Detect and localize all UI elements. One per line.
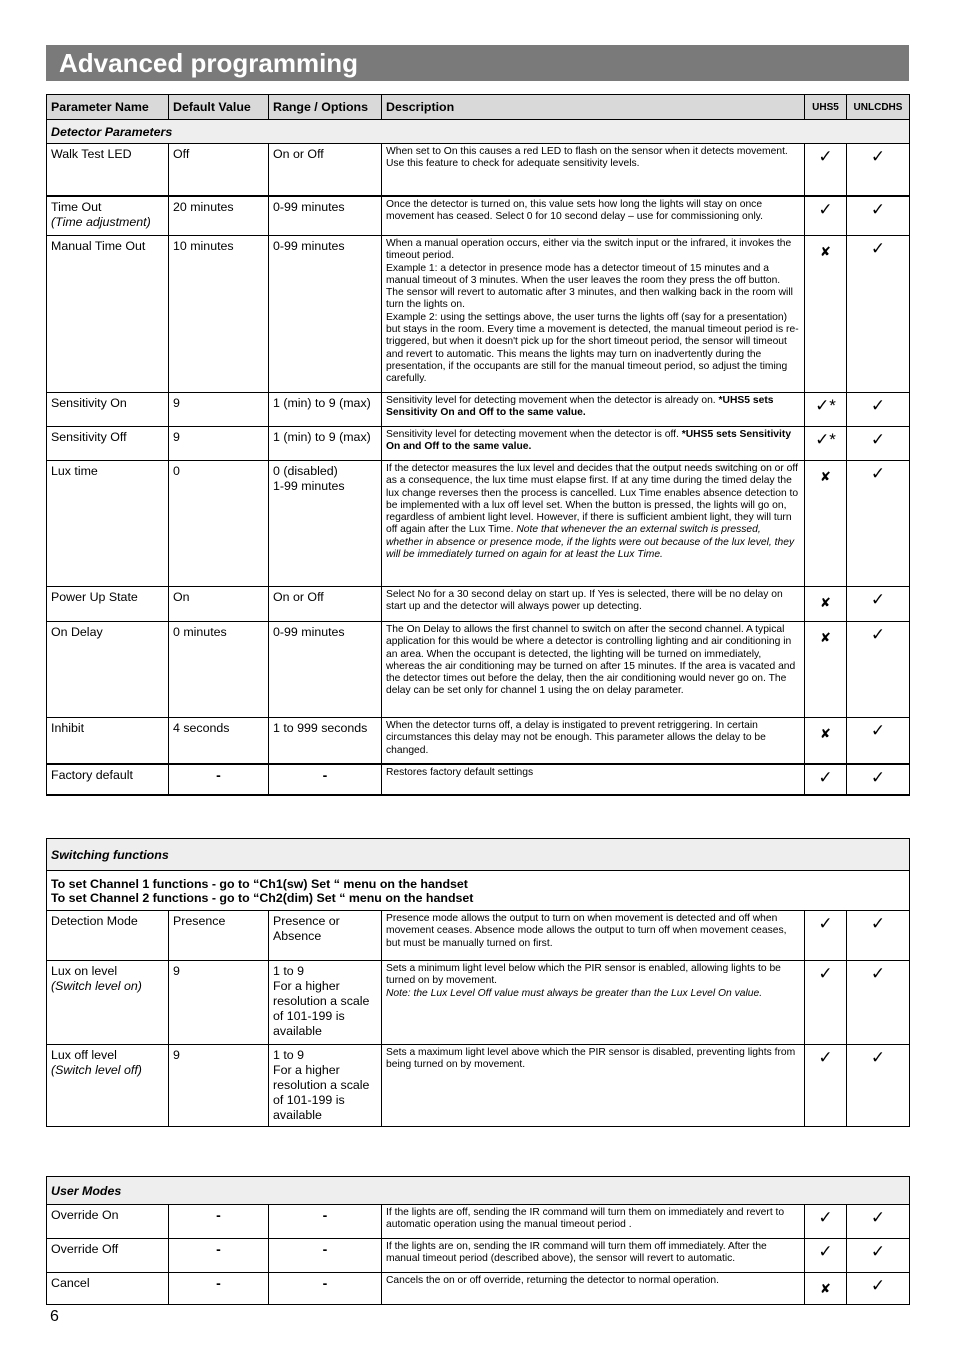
cross-icon: ✘ <box>805 461 847 587</box>
param-name-text: Lux off level <box>51 1048 117 1062</box>
range-options <box>269 1045 382 1127</box>
table-row <box>47 718 910 764</box>
check-icon: ✓ <box>847 718 910 764</box>
default-value: 10 minutes <box>169 236 269 393</box>
table-row <box>47 144 910 196</box>
range-options: Presence or Absence <box>269 911 382 961</box>
default-value: 9 <box>169 393 269 427</box>
description: When set to On this causes a red LED to flash on the sensor when it detects movement. Use this feature to check for adequate sensitivity levels. <box>382 144 805 196</box>
table-row <box>47 911 910 961</box>
description: Cancels the on or off override, returning the detector to normal operation. <box>382 1273 805 1305</box>
range-options: - <box>269 1273 382 1305</box>
description-text: When a manual operation occurs, either via the switch input or the infrared, it invokes the timeout period. <box>386 238 792 262</box>
description: When the detector turns off, a delay is instigated to prevent retriggering. In certain circumstances this delay may not be enough. This parameter allows the delay to be changed. <box>382 718 805 764</box>
check-star-icon: ✓* <box>805 393 847 427</box>
table-row <box>47 1273 910 1305</box>
check-icon: ✓ <box>847 1239 910 1273</box>
param-name: Inhibit <box>47 718 169 764</box>
header-description: Description <box>382 95 805 120</box>
check-icon: ✓ <box>805 961 847 1045</box>
range-line-2: For a higher resolution a scale of 101-199 is available <box>273 979 370 1038</box>
channel-instructions <box>47 871 910 911</box>
default-value: 9 <box>169 427 269 461</box>
default-value: 20 minutes <box>169 196 269 236</box>
info-row <box>47 871 910 911</box>
param-subtitle: (Switch level on) <box>51 979 142 993</box>
description-text: Sensitivity level for detecting movement when the detector is already on. <box>386 395 716 406</box>
default-value: On <box>169 587 269 622</box>
default-value: - <box>169 1239 269 1273</box>
default-value: 9 <box>169 1045 269 1127</box>
param-name: Manual Time Out <box>47 236 169 393</box>
param-name: Cancel <box>47 1273 169 1305</box>
default-value: 0 <box>169 461 269 587</box>
check-icon: ✓ <box>847 961 910 1045</box>
range-options: 0-99 minutes <box>269 196 382 236</box>
check-icon: ✓ <box>805 196 847 236</box>
page-title: Advanced programming <box>46 45 909 81</box>
default-value: 9 <box>169 961 269 1045</box>
table-row <box>47 961 910 1045</box>
param-name <box>47 1045 169 1127</box>
check-icon: ✓ <box>847 911 910 961</box>
check-icon: ✓ <box>847 393 910 427</box>
table-row <box>47 1239 910 1273</box>
default-value: Presence <box>169 911 269 961</box>
range-options: 1 (min) to 9 (max) <box>269 427 382 461</box>
default-value: - <box>169 1273 269 1305</box>
header-parameter-name: Parameter Name <box>47 95 169 120</box>
check-icon: ✓ <box>847 427 910 461</box>
default-value: Off <box>169 144 269 196</box>
param-name: Sensitivity On <box>47 393 169 427</box>
description-note: Note: the Lux Level Off value must always be greater than the Lux Level On value. <box>386 987 763 999</box>
header-default-value: Default Value <box>169 95 269 120</box>
range-options: 0-99 minutes <box>269 236 382 393</box>
check-icon: ✓ <box>805 764 847 795</box>
check-icon: ✓ <box>847 1205 910 1239</box>
check-icon: ✓ <box>847 1045 910 1127</box>
param-name: Sensitivity Off <box>47 427 169 461</box>
param-name-text: Lux on level <box>51 964 118 978</box>
description <box>382 236 805 393</box>
param-name: Walk Test LED <box>47 144 169 196</box>
check-star-icon: ✓* <box>805 427 847 461</box>
range-options: On or Off <box>269 144 382 196</box>
check-icon: ✓ <box>847 764 910 795</box>
param-name <box>47 196 169 236</box>
description: Restores factory default settings <box>382 764 805 795</box>
section-detector-parameters: Detector Parameters <box>47 120 910 144</box>
switching-functions-table <box>46 838 910 1127</box>
check-icon: ✓ <box>847 587 910 622</box>
channel-1-instruction: To set Channel 1 functions - go to “Ch1(sw) Set “ menu on the handset <box>51 877 468 891</box>
page-number: 6 <box>50 1308 59 1325</box>
cross-icon: ✘ <box>805 622 847 718</box>
description <box>382 961 805 1045</box>
table-row <box>47 236 910 393</box>
check-icon: ✓ <box>847 144 910 196</box>
range-line-2: For a higher resolution a scale of 101-199 is available <box>273 1063 370 1122</box>
default-value: 4 seconds <box>169 718 269 764</box>
description-text: Sets a minimum light level below which the PIR sensor is enabled, allowing lights to be turned on by movement. <box>386 963 781 987</box>
description: Select No for a 30 second delay on start up. If Yes is selected, there will be no delay on start up and the detector will always power up detecting. <box>382 587 805 622</box>
table-row <box>47 1205 910 1239</box>
cross-icon: ✘ <box>805 236 847 393</box>
description-text: If the detector measures the lux level and decides that the output needs switching on or off as a consequence, the lux time must elapse first. If at any time during the timed delay the lux change reverses then the process is cancelled. Lux Time enables absence detection to be implemented with a lux off level set. When the button is pressed, the lights will go on, regardless of ambient light level. However, if there is sufficient ambient light, they will turn off again after the Lux Time. <box>386 463 799 536</box>
table-row <box>47 196 910 236</box>
description: Sets a maximum light level above which the PIR sensor is disabled, preventing lights from being turned on by movement. <box>382 1045 805 1127</box>
param-name: Override On <box>47 1205 169 1239</box>
check-icon: ✓ <box>847 196 910 236</box>
table-header-row <box>47 95 910 120</box>
description: If the lights are on, sending the IR command will turn them off immediately. After the manual timeout period (described above), the sensor will revert to automatic. <box>382 1239 805 1273</box>
check-icon: ✓ <box>847 461 910 587</box>
description <box>382 427 805 461</box>
range-options: 1 (min) to 9 (max) <box>269 393 382 427</box>
table-row <box>47 622 910 718</box>
description: Presence mode allows the output to turn on when movement is detected and off when movement ceases. Absence mode allows the output to turn off when movement ceases, but must be manually turned on first. <box>382 911 805 961</box>
param-name: Override Off <box>47 1239 169 1273</box>
section-switching-functions: Switching functions <box>47 839 910 871</box>
param-name: On Delay <box>47 622 169 718</box>
table-row <box>47 427 910 461</box>
table-row <box>47 393 910 427</box>
table-row <box>47 461 910 587</box>
description-example-2: Example 2: using the settings above, the user turns the lights off (say for a presentation) but stays in the room. Every time a movement is detected, the manual timeout period is re-triggered, but when it doesn't pick up for the short timeout period, the sensor will timeout and revert to automatic. This means the lights may turn on inadvertently during the presentation, if the occupants are still for the manual timeout period, so adjust the timing carefully. <box>386 311 799 385</box>
check-icon: ✓ <box>847 1273 910 1305</box>
description-note: *UHS5 sets Sensitivity On and Off to the same value. <box>386 395 774 419</box>
check-icon: ✓ <box>805 911 847 961</box>
param-name: Lux time <box>47 461 169 587</box>
check-icon: ✓ <box>805 1205 847 1239</box>
range-options: - <box>269 1205 382 1239</box>
description <box>382 393 805 427</box>
range-line-1: 0 (disabled) <box>273 464 338 478</box>
check-icon: ✓ <box>847 236 910 393</box>
range-options: On or Off <box>269 587 382 622</box>
channel-2-instruction: To set Channel 2 functions - go to “Ch2(dim) Set “ menu on the handset <box>51 891 474 905</box>
check-icon: ✓ <box>805 1239 847 1273</box>
cross-icon: ✘ <box>805 587 847 622</box>
header-unlcdhs: UNLCDHS <box>847 95 910 120</box>
description: Once the detector is turned on, this value sets how long the lights will stay on once movement has ceased. Select 0 for 10 second delay – use for commissioning only. <box>382 196 805 236</box>
description-text: Sensitivity level for detecting movement when the detector is off. <box>386 429 679 440</box>
header-range-options: Range / Options <box>269 95 382 120</box>
range-line-1: 1 to 9 <box>273 964 305 978</box>
param-name: Factory default <box>47 764 169 795</box>
cross-icon: ✘ <box>805 1273 847 1305</box>
cross-icon: ✘ <box>805 718 847 764</box>
header-uhs5: UHS5 <box>805 95 847 120</box>
param-subtitle: (Switch level off) <box>51 1063 142 1077</box>
table-row <box>47 587 910 622</box>
range-options <box>269 961 382 1045</box>
section-row <box>47 839 910 871</box>
default-value: 0 minutes <box>169 622 269 718</box>
description-note: Note that whenever the an external switch is pressed, whether in absence or presence mode, if the lights were out because of the lux level, they will be immediately turned on again for at least the Lux Time. <box>386 524 795 561</box>
description: If the lights are off, sending the IR command will turn them on immediately and revert to automatic operation using the manual timeout period . <box>382 1205 805 1239</box>
range-options: 0-99 minutes <box>269 622 382 718</box>
default-value: - <box>169 1205 269 1239</box>
section-row <box>47 120 910 144</box>
section-row <box>47 1177 910 1205</box>
user-modes-table <box>46 1176 910 1305</box>
param-subtitle: (Time adjustment) <box>51 214 151 229</box>
table-row <box>47 1045 910 1127</box>
section-user-modes: User Modes <box>47 1177 910 1205</box>
check-icon: ✓ <box>805 144 847 196</box>
range-options <box>269 461 382 587</box>
range-options: 1 to 999 seconds <box>269 718 382 764</box>
range-line-1: 1 to 9 <box>273 1048 305 1062</box>
param-name-text: Time Out <box>51 199 102 214</box>
range-line-2: 1-99 minutes <box>273 479 345 493</box>
description-note: *UHS5 sets Sensitivity On and Off to the same value. <box>386 429 792 453</box>
check-icon: ✓ <box>805 1045 847 1127</box>
range-options: - <box>269 1239 382 1273</box>
param-name: Power Up State <box>47 587 169 622</box>
description-example-1: Example 1: a detector in presence mode has a detector timeout of 15 minutes and a manual timeout of 3 minutes. When the user leaves the room they press the off button. The sensor will revert to automatic after 3 minutes, and then walking back in the room will turn the lights on. <box>386 262 793 311</box>
table-row <box>47 764 910 795</box>
param-name: Detection Mode <box>47 911 169 961</box>
range-options: - <box>269 764 382 795</box>
detector-parameters-table <box>46 94 910 796</box>
check-icon: ✓ <box>847 622 910 718</box>
default-value: - <box>169 764 269 795</box>
param-name <box>47 961 169 1045</box>
description: The On Delay to allows the first channel to switch on after the second channel. A typical application for this would be where a detector is controlling lighting and air conditioning in an area. When the occupant is detected, the lighting will be turned on immediately, whereas the air conditioning may be turned on after 15 minutes. If the area is vacated and the detector times out before the delay, then the air conditioning would never go on. The delay can be set only for channel 1 using the on delay parameter. <box>382 622 805 718</box>
description <box>382 461 805 587</box>
